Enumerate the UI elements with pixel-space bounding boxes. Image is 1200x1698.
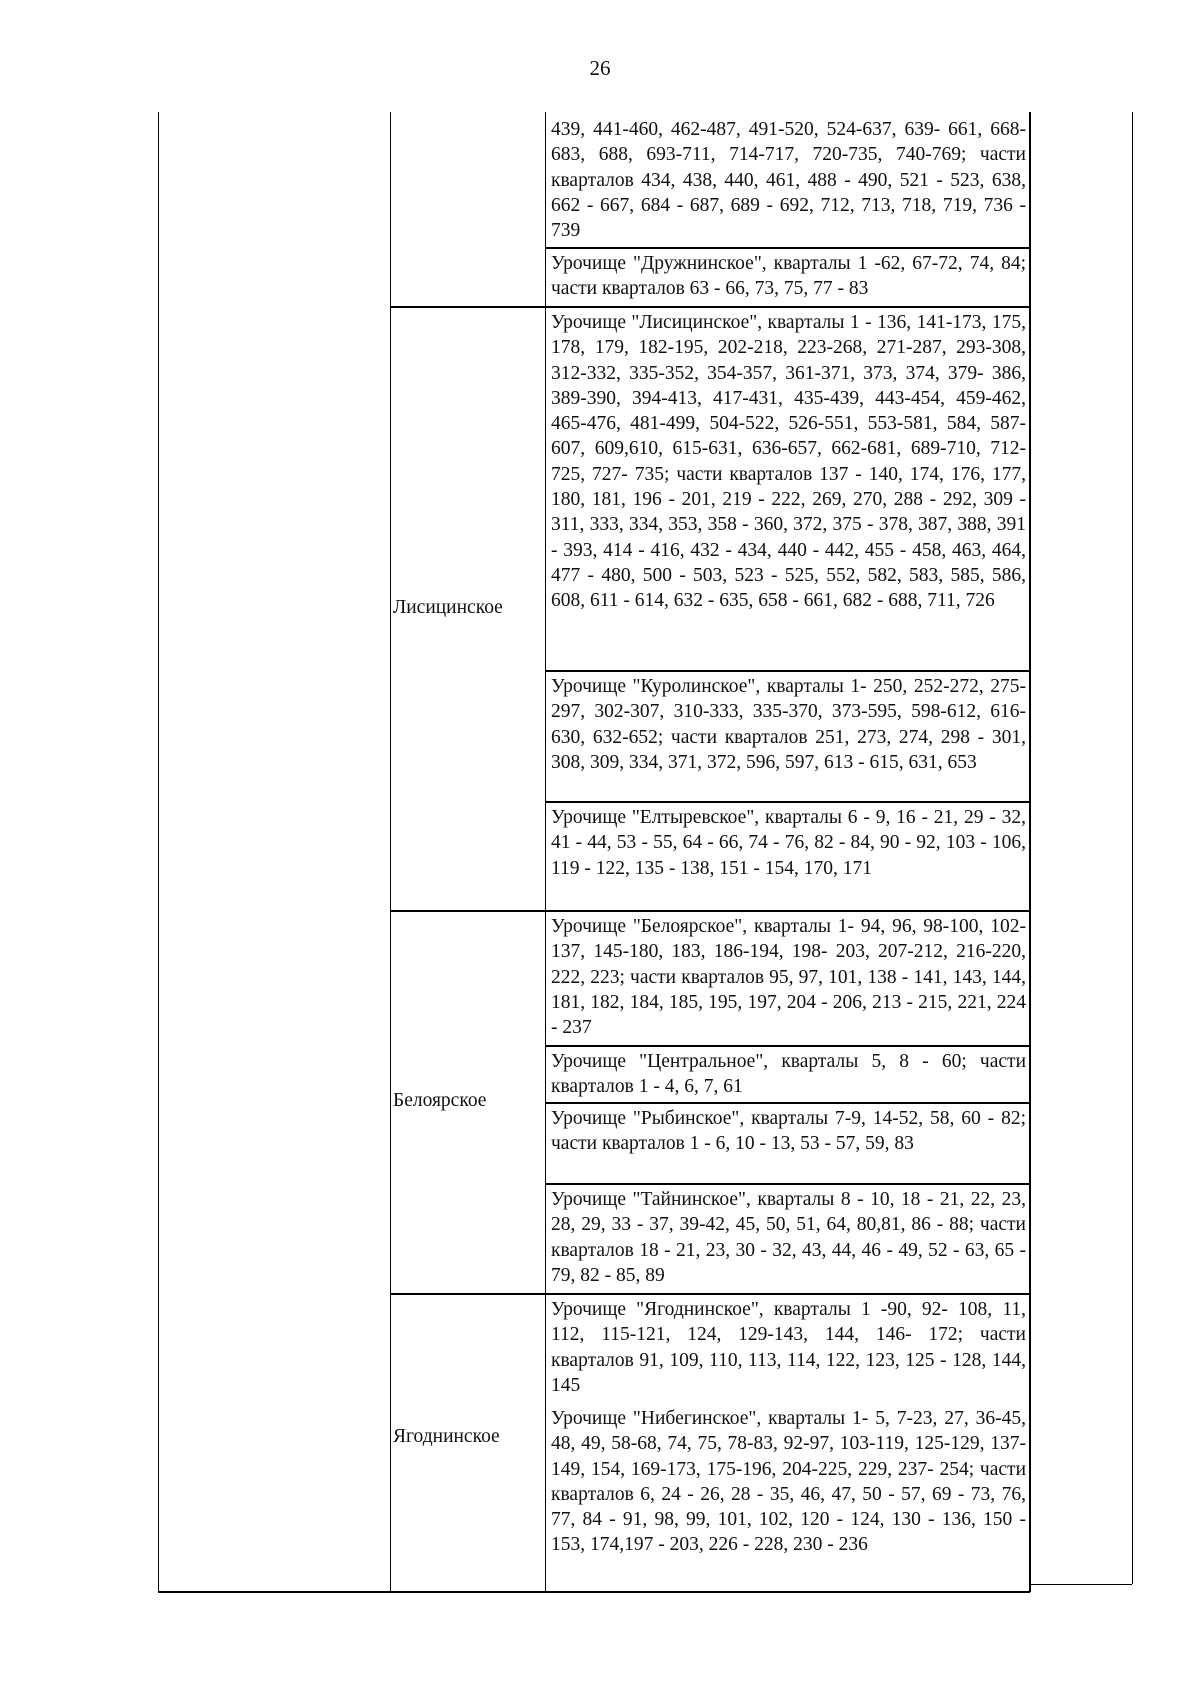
grid-line	[1031, 1584, 1132, 1585]
grid-line	[1132, 112, 1133, 1584]
tract-cell: Урочище "Куролинское", кварталы 1- 250, 252-272, 275-297, 302-307, 310-333, 335-370, 373-595, 598-612, 616-630, 632-652; части кварталов 251, 273, 274, 298 - 301, 308, 309, 334, 371, 372, 596, 597, 613 - 615, 631, 653	[551, 676, 1026, 773]
tract-cell: Урочище "Нибегинское", кварталы 1- 5, 7-23, 27, 36-45, 48, 49, 58-68, 74, 75, 78-83, 92-97, 103-119, 125-129, 137-149, 154, 169-173, 175-196, 204-225, 229, 237- 254; части кварталов 6, 24 - 26, 28 - 35, 46, 47, 50 - 57, 69 - 73, 76, 77, 84 - 91, 98, 99, 101, 102, 120 - 124, 130 - 136, 150 - 153, 174,197 - 203, 226 - 228, 230 - 236	[551, 1408, 1026, 1556]
district-label: Ягоднинское	[393, 1426, 500, 1447]
grid-line	[390, 112, 391, 1592]
tract-cell: 439, 441-460, 462-487, 491-520, 524-637, 639- 661, 668-683, 688, 693-711, 714-717, 720-735, 740-769; части кварталов 434, 438, 440, 461, 488 - 490, 521 - 523, 638, 662 - 667, 684 - 687, 689 - 692, 712, 713, 718, 719, 736 - 739	[551, 119, 1026, 242]
grid-line	[1029, 112, 1031, 1592]
tract-cell: Урочище "Рыбинское", кварталы 7-9, 14-52, 58, 60 - 82; части кварталов 1 - 6, 10 - 13, 53 - 57, 59, 83	[551, 1108, 1026, 1155]
tract-cell: Урочище "Дружнинское", кварталы 1 -62, 67-72, 74, 84; части кварталов 63 - 66, 73, 75, 77 - 83	[551, 253, 1026, 300]
tract-cell: Урочище "Центральное", кварталы 5, 8 - 60; части кварталов 1 - 4, 6, 7, 61	[551, 1051, 1026, 1098]
district-label: Лисицинское	[393, 597, 503, 618]
grid-line	[545, 112, 546, 1592]
page-number: 26	[589, 56, 611, 80]
grid-line	[158, 1591, 1030, 1593]
grid-line	[158, 112, 159, 1592]
district-label: Белоярское	[393, 1090, 487, 1111]
tract-cell: Урочище "Тайнинское", кварталы 8 - 10, 18 - 21, 22, 23, 28, 29, 33 - 37, 39-42, 45, 50, 51, 64, 80,81, 86 - 88; части кварталов 18 - 21, 23, 30 - 32, 43, 44, 46 - 49, 52 - 63, 65 - 79, 82 - 85, 89	[551, 1189, 1026, 1286]
tract-cell: Урочище "Лисицинское", кварталы 1 - 136, 141-173, 175, 178, 179, 182-195, 202-218, 223-268, 271-287, 293-308, 312-332, 335-352, 354-357, 361-371, 373, 374, 379- 386, 389-390, 394-413, 417-431, 435-439, 443-454, 459-462, 465-476, 481-499, 504-522, 526-551, 553-581, 584, 587-607, 609,610, 615-631, 636-657, 662-681, 689-710, 712-725, 727- 735; части кварталов 137 - 140, 174, 176, 177, 180, 181, 196 - 201, 219 - 222, 269, 270, 288 - 292, 309 - 311, 333, 334, 353, 358 - 360, 372, 375 - 378, 387, 388, 391 - 393, 414 - 416, 432 - 434, 440 - 442, 455 - 458, 463, 464, 477 - 480, 500 - 503, 523 - 525, 552, 582, 583, 585, 586, 608, 611 - 614, 632 - 635, 658 - 661, 682 - 688, 711, 726	[551, 312, 1026, 612]
tract-cell: Урочище "Елтыревское", кварталы 6 - 9, 16 - 21, 29 - 32, 41 - 44, 53 - 55, 64 - 66, 74 - 76, 82 - 84, 90 - 92, 103 - 106, 119 - 122, 135 - 138, 151 - 154, 170, 171	[551, 807, 1026, 879]
tract-cell: Урочище "Белоярское", кварталы 1- 94, 96, 98-100, 102-137, 145-180, 183, 186-194, 198- 203, 207-212, 216-220, 222, 223; части кварталов 95, 97, 101, 138 - 141, 143, 144, 181, 182, 184, 185, 195, 197, 204 - 206, 213 - 215, 221, 224 - 237	[551, 916, 1026, 1039]
tract-cell: Урочище "Ягоднинское", кварталы 1 -90, 92- 108, 11, 112, 115-121, 124, 129-143, 144, 146- 172; части кварталов 91, 109, 110, 113, 114, 122, 123, 125 - 128, 144, 145	[551, 1299, 1026, 1396]
